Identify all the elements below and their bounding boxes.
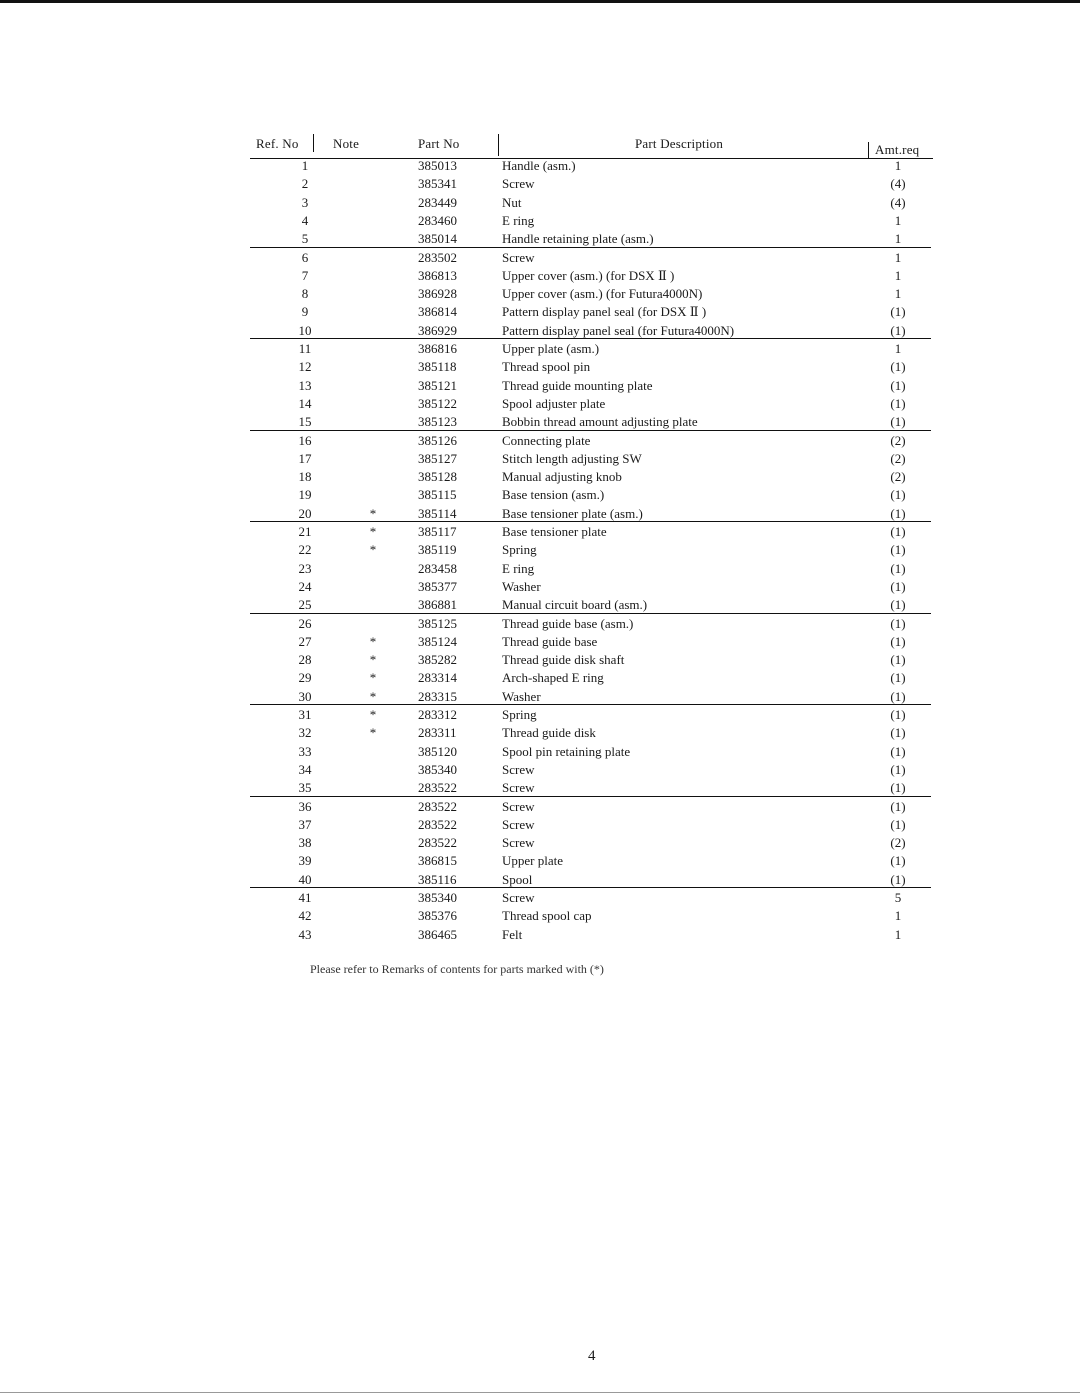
ref-no-cell: 28: [298, 652, 312, 668]
ref-no-cell: 19: [298, 487, 312, 503]
part-no-cell: 385340: [418, 890, 457, 905]
table-row: [0, 212, 1080, 230]
table-row: [0, 432, 1080, 450]
amount-cell: (2): [890, 835, 906, 851]
ref-no-cell: 16: [298, 432, 312, 448]
page-number: 4: [588, 1348, 596, 1364]
part-no-cell: 283312: [418, 707, 457, 722]
description-cell: Nut: [502, 194, 522, 210]
header-separator: [313, 134, 314, 152]
amount-cell: (1): [890, 578, 906, 594]
table-row: [0, 688, 1080, 706]
note-cell: *: [369, 707, 377, 722]
ref-no-cell: 15: [298, 414, 312, 430]
amount-cell: (4): [890, 194, 906, 210]
part-no-cell: 385116: [418, 871, 457, 887]
ref-no-cell: 42: [298, 908, 312, 924]
amount-cell: (2): [890, 450, 906, 466]
note-cell: *: [369, 505, 377, 521]
ref-no-cell: 14: [298, 395, 312, 411]
description-cell: Screw: [502, 176, 535, 192]
table-row: [0, 834, 1080, 852]
part-no-cell: 386881: [418, 597, 457, 613]
part-no-cell: 385124: [418, 633, 457, 649]
amount-cell: (1): [890, 304, 906, 320]
part-no-cell: 385125: [418, 615, 457, 631]
amount-cell: (1): [890, 560, 906, 576]
ref-no-cell: 18: [298, 469, 312, 485]
table-row: [0, 157, 1080, 175]
amount-cell: 1: [894, 908, 902, 924]
amount-cell: (1): [890, 816, 906, 832]
note-cell: *: [369, 652, 377, 668]
part-no-cell: 385123: [418, 414, 457, 430]
part-no-cell: 385120: [418, 743, 457, 759]
ref-no-cell: 12: [298, 359, 312, 375]
table-row: [0, 926, 1080, 944]
table-row: [0, 249, 1080, 267]
part-no-cell: 283522: [418, 835, 457, 851]
table-row: [0, 907, 1080, 925]
note-cell: *: [369, 542, 377, 558]
note-cell: *: [369, 670, 377, 686]
table-row: [0, 816, 1080, 834]
footnote: Please refer to Remarks of contents for parts marked with (*): [310, 962, 604, 976]
amount-cell: (1): [890, 780, 906, 796]
amount-cell: (1): [890, 743, 906, 759]
ref-no-cell: 22: [298, 542, 312, 558]
ref-no-cell: 2: [301, 176, 309, 192]
description-cell: Screw: [502, 798, 535, 814]
description-cell: Spool adjuster plate: [502, 395, 606, 411]
description-cell: Base tensioner plate (asm.): [502, 505, 643, 521]
part-no-cell: 283522: [418, 816, 457, 832]
amount-cell: (1): [890, 542, 906, 558]
description-cell: Screw: [502, 780, 535, 796]
part-no-cell: 385126: [418, 432, 457, 448]
amount-cell: (1): [890, 707, 906, 722]
ref-no-cell: 20: [298, 505, 312, 521]
part-no-cell: 386815: [418, 853, 457, 869]
ref-no-cell: 37: [298, 816, 312, 832]
part-no-cell: 385121: [418, 377, 457, 393]
description-cell: Screw: [502, 249, 535, 265]
table-row: [0, 175, 1080, 193]
part-no-cell: 386814: [418, 304, 457, 320]
part-no-cell: 386928: [418, 286, 457, 302]
amount-cell: 1: [894, 231, 902, 247]
ref-no-cell: 30: [298, 688, 312, 704]
ref-no-cell: 21: [298, 524, 312, 539]
amount-cell: 1: [894, 212, 902, 228]
description-cell: Screw: [502, 816, 535, 832]
part-no-cell: 385282: [418, 652, 457, 668]
table-row: [0, 541, 1080, 559]
part-no-cell: 386929: [418, 322, 457, 338]
amount-cell: 1: [894, 158, 902, 173]
table-row: [0, 651, 1080, 669]
ref-no-cell: 34: [298, 761, 312, 777]
amount-cell: (1): [890, 505, 906, 521]
part-no-cell: 385117: [418, 524, 457, 539]
ref-no-cell: 33: [298, 743, 312, 759]
note-cell: *: [369, 725, 377, 741]
table-row: [0, 633, 1080, 651]
description-cell: Spring: [502, 542, 537, 558]
header-separator: [868, 142, 869, 158]
part-no-cell: 283314: [418, 670, 457, 686]
group-divider: [250, 521, 931, 522]
ref-no-cell: 17: [298, 450, 312, 466]
ref-no-cell: 10: [298, 322, 312, 338]
ref-no-cell: 32: [298, 725, 312, 741]
amount-cell: (1): [890, 414, 906, 430]
table-row: [0, 523, 1080, 541]
part-no-cell: 283460: [418, 212, 457, 228]
table-row: [0, 285, 1080, 303]
description-cell: Stitch length adjusting SW: [502, 450, 642, 466]
table-row: [0, 779, 1080, 797]
description-cell: Manual adjusting knob: [502, 469, 622, 485]
description-cell: Pattern display panel seal (for DSX Ⅱ ): [502, 304, 707, 320]
amount-cell: 1: [894, 341, 902, 356]
description-cell: Handle retaining plate (asm.): [502, 231, 654, 247]
ref-no-cell: 8: [301, 286, 309, 302]
table-row: [0, 322, 1080, 340]
part-no-cell: 385014: [418, 231, 457, 247]
amount-cell: (1): [890, 377, 906, 393]
description-cell: Felt: [502, 926, 523, 942]
table-row: [0, 560, 1080, 578]
description-cell: Upper plate (asm.): [502, 341, 600, 356]
description-cell: Handle (asm.): [502, 158, 576, 173]
ref-no-cell: 31: [298, 707, 312, 722]
table-row: [0, 230, 1080, 248]
description-cell: Washer: [502, 578, 541, 594]
amount-cell: 1: [894, 249, 902, 265]
ref-no-cell: 26: [298, 615, 312, 631]
part-no-cell: 386465: [418, 926, 457, 942]
amount-cell: (1): [890, 359, 906, 375]
ref-no-cell: 9: [301, 304, 309, 320]
description-cell: Arch-shaped E ring: [502, 670, 604, 686]
ref-no-cell: 40: [298, 871, 312, 887]
table-row: [0, 303, 1080, 321]
table-row: [0, 852, 1080, 870]
note-cell: *: [369, 524, 377, 539]
part-no-cell: 385341: [418, 176, 457, 192]
table-row: [0, 596, 1080, 614]
table-row: [0, 395, 1080, 413]
ref-no-cell: 25: [298, 597, 312, 613]
part-no-cell: 283522: [418, 798, 457, 814]
part-no-cell: 385119: [418, 542, 457, 558]
group-divider: [250, 430, 931, 431]
amount-cell: (1): [890, 652, 906, 668]
ref-no-cell: 23: [298, 560, 312, 576]
ref-no-cell: 36: [298, 798, 312, 814]
description-cell: Pattern display panel seal (for Futura4000N): [502, 322, 735, 338]
group-divider: [250, 338, 931, 339]
part-no-cell: 385340: [418, 761, 457, 777]
description-cell: Thread spool cap: [502, 908, 592, 924]
table-row: [0, 706, 1080, 724]
ref-no-cell: 4: [301, 212, 309, 228]
ref-no-cell: 41: [298, 890, 312, 905]
table-row: [0, 194, 1080, 212]
amount-cell: (1): [890, 524, 906, 539]
part-no-cell: 385377: [418, 578, 457, 594]
table-row: [0, 889, 1080, 907]
header-part-description: Part Description: [635, 136, 724, 151]
ref-no-cell: 6: [301, 249, 309, 265]
amount-cell: (1): [890, 322, 906, 338]
description-cell: Thread guide disk: [502, 725, 596, 741]
ref-no-cell: 24: [298, 578, 312, 594]
table-row: [0, 413, 1080, 431]
table-row: [0, 798, 1080, 816]
header-part-no: Part No: [418, 136, 460, 151]
header-separator: [498, 134, 499, 156]
group-divider: [250, 796, 931, 797]
description-cell: Upper cover (asm.) (for Futura4000N): [502, 286, 703, 302]
top-rule: [0, 0, 1080, 3]
description-cell: Thread guide disk shaft: [502, 652, 625, 668]
description-cell: Screw: [502, 890, 535, 905]
part-no-cell: 283458: [418, 560, 457, 576]
table-row: [0, 340, 1080, 358]
group-divider: [250, 704, 931, 705]
ref-no-cell: 5: [301, 231, 309, 247]
table-row: [0, 615, 1080, 633]
header-note: Note: [333, 136, 360, 151]
ref-no-cell: 3: [301, 194, 309, 210]
part-no-cell: 385118: [418, 359, 457, 375]
amount-cell: 1: [894, 267, 902, 283]
table-row: [0, 358, 1080, 376]
description-cell: Upper plate: [502, 853, 564, 869]
amount-cell: (1): [890, 725, 906, 741]
ref-no-cell: 11: [298, 341, 312, 356]
part-no-cell: 283502: [418, 249, 457, 265]
description-cell: Manual circuit board (asm.): [502, 597, 648, 613]
table-row: [0, 468, 1080, 486]
part-no-cell: 283522: [418, 780, 457, 796]
table-row: [0, 377, 1080, 395]
amount-cell: (1): [890, 597, 906, 613]
description-cell: Thread guide base: [502, 633, 598, 649]
description-cell: Washer: [502, 688, 541, 704]
group-divider: [250, 247, 931, 248]
ref-no-cell: 27: [298, 633, 312, 649]
description-cell: Spool pin retaining plate: [502, 743, 631, 759]
part-no-cell: 386816: [418, 341, 457, 356]
description-cell: Spring: [502, 707, 537, 722]
description-cell: Bobbin thread amount adjusting plate: [502, 414, 698, 430]
table-row: [0, 871, 1080, 889]
description-cell: E ring: [502, 560, 535, 576]
amount-cell: (1): [890, 487, 906, 503]
description-cell: Thread spool pin: [502, 359, 591, 375]
table-row: [0, 743, 1080, 761]
amount-cell: (1): [890, 395, 906, 411]
note-cell: *: [369, 633, 377, 649]
group-divider: [250, 887, 931, 888]
header-amt-req: Amt.req: [875, 142, 920, 157]
amount-cell: (1): [890, 798, 906, 814]
amount-cell: (1): [890, 615, 906, 631]
amount-cell: (2): [890, 432, 906, 448]
part-no-cell: 385128: [418, 469, 457, 485]
amount-cell: (1): [890, 688, 906, 704]
table-row: [0, 669, 1080, 687]
amount-cell: (1): [890, 853, 906, 869]
description-cell: Screw: [502, 761, 535, 777]
part-no-cell: 385013: [418, 158, 457, 173]
amount-cell: 5: [894, 890, 902, 905]
table-row: [0, 578, 1080, 596]
part-no-cell: 385115: [418, 487, 457, 503]
description-cell: Upper cover (asm.) (for DSX Ⅱ ): [502, 267, 675, 283]
amount-cell: (4): [890, 176, 906, 192]
amount-cell: (2): [890, 469, 906, 485]
amount-cell: 1: [894, 286, 902, 302]
description-cell: Base tension (asm.): [502, 487, 605, 503]
part-no-cell: 385122: [418, 395, 457, 411]
description-cell: Thread guide mounting plate: [502, 377, 653, 393]
part-no-cell: 283315: [418, 688, 457, 704]
table-row: [0, 724, 1080, 742]
note-cell: *: [369, 688, 377, 704]
ref-no-cell: 13: [298, 377, 312, 393]
ref-no-cell: 39: [298, 853, 312, 869]
amount-cell: (1): [890, 871, 906, 887]
part-no-cell: 386813: [418, 267, 457, 283]
amount-cell: 1: [894, 926, 902, 942]
part-no-cell: 283311: [418, 725, 457, 741]
amount-cell: (1): [890, 761, 906, 777]
description-cell: Connecting plate: [502, 432, 591, 448]
ref-no-cell: 43: [298, 926, 312, 942]
table-row: [0, 486, 1080, 504]
description-cell: Thread guide base (asm.): [502, 615, 634, 631]
ref-no-cell: 1: [301, 158, 309, 173]
description-cell: Spool: [502, 871, 533, 887]
part-no-cell: 385114: [418, 505, 457, 521]
group-divider: [250, 613, 931, 614]
description-cell: Screw: [502, 835, 535, 851]
amount-cell: (1): [890, 633, 906, 649]
ref-no-cell: 35: [298, 780, 312, 796]
table-row: [0, 450, 1080, 468]
part-no-cell: 385127: [418, 450, 457, 466]
table-row: [0, 505, 1080, 523]
table-row: [0, 267, 1080, 285]
amount-cell: (1): [890, 670, 906, 686]
bottom-rule: [0, 1392, 1080, 1393]
description-cell: E ring: [502, 212, 535, 228]
part-no-cell: 385376: [418, 908, 457, 924]
description-cell: Base tensioner plate: [502, 524, 607, 539]
ref-no-cell: 7: [301, 267, 309, 283]
ref-no-cell: 38: [298, 835, 312, 851]
part-no-cell: 283449: [418, 194, 457, 210]
table-row: [0, 761, 1080, 779]
ref-no-cell: 29: [298, 670, 312, 686]
header-ref-no: Ref. No: [256, 136, 299, 151]
